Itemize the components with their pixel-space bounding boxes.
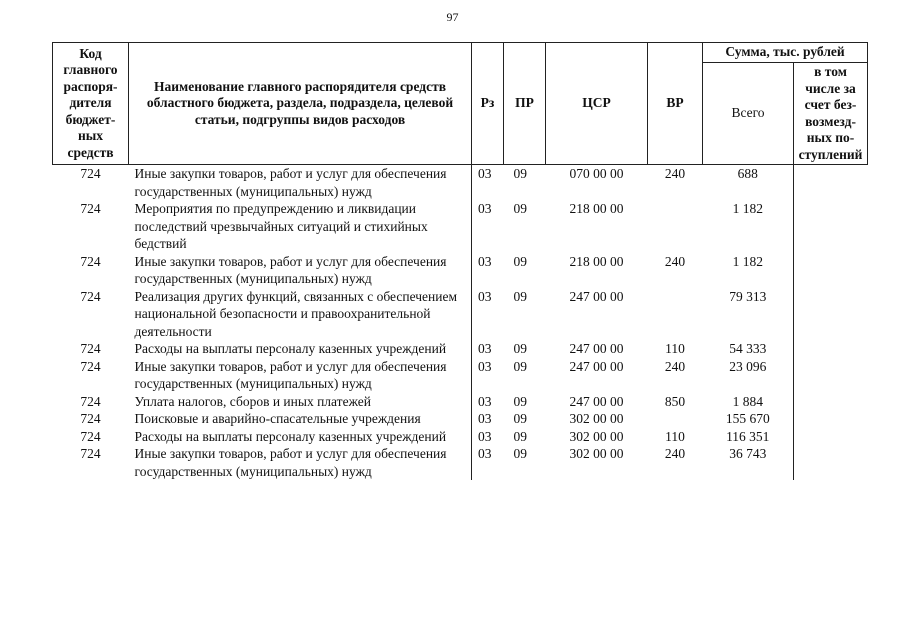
header-sum [703,43,868,63]
row-total: 1 182 [732,201,763,216]
row-code: 724 [80,341,101,356]
row-name: Уплата налогов, сборов и иных платежей [129,393,472,411]
table-row [53,165,868,201]
row-vr: 240 [664,253,686,269]
row-code: 724 [80,358,101,374]
row-csr: 302 00 00 [569,446,624,461]
row-rz: 03 [478,446,492,461]
header-sum-label: Сумма, тыс. рублей [725,44,845,60]
row-name: Иные закупки товаров, работ и услуг для обеспечения государственных (муниципальных) нужд [129,445,472,480]
table-row [53,393,868,411]
row-name: Мероприятия по предупреждению и ликвидации последствий чрезвычайных ситуаций и стихийных бедствий [129,200,472,253]
header-free [794,63,868,165]
row-rz: 03 [478,411,492,426]
row-free [794,393,868,411]
table-row [53,340,868,358]
row-vr [648,200,703,253]
row-rz: 03 [478,341,492,356]
row-rz: 03 [478,201,492,216]
row-pr: 09 [513,253,527,269]
table-row [53,428,868,446]
row-pr: 09 [513,393,527,409]
row-free [794,165,868,201]
row-vr: 240 [664,166,686,181]
row-pr: 09 [513,446,527,461]
row-code: 724 [80,253,101,269]
row-csr: 218 00 00 [569,253,624,269]
budget-table [52,42,868,480]
row-csr: 247 00 00 [569,358,624,374]
row-rz: 03 [478,253,492,269]
row-csr: 247 00 00 [569,288,624,304]
row-code: 724 [80,166,101,181]
row-total: 155 670 [725,411,770,426]
row-pr: 09 [513,358,527,374]
row-total: 79 313 [729,288,767,304]
row-pr: 09 [513,411,527,426]
header-csr-label: ЦСР [582,95,611,111]
row-name: Иные закупки товаров, работ и услуг для обеспечения государственных (муниципальных) нужд [129,358,472,393]
page-number: 97 [446,10,459,24]
row-csr: 302 00 00 [569,428,624,444]
table-row [53,200,868,253]
row-total: 54 333 [729,341,767,356]
row-csr: 218 00 00 [569,201,624,216]
row-name: Расходы на выплаты персоналу казенных учреждений [129,428,472,446]
header-free-label: в том числе за счет без-возмезд-ных по-ступлений [798,64,863,162]
row-vr: 110 [665,341,685,356]
row-code: 724 [80,411,101,426]
row-pr: 09 [513,166,527,181]
header-code-label: Код главного распоря-дителя бюджет-ных средств [63,45,118,160]
row-free [794,410,868,428]
row-code: 724 [80,201,101,216]
header-rz [472,43,504,165]
row-csr: 302 00 00 [569,411,624,426]
table-row [53,410,868,428]
row-free [794,340,868,358]
row-total: 23 096 [729,358,767,374]
row-csr: 070 00 00 [569,166,624,181]
row-name: Иные закупки товаров, работ и услуг для обеспечения государственных (муниципальных) нужд [129,253,472,288]
row-total: 1 884 [732,393,763,409]
row-name: Реализация других функций, связанных с обеспечением национальной безопасности и правоохранительной деятельности [129,288,472,341]
row-free [794,253,868,288]
row-vr: 240 [664,446,686,461]
row-code: 724 [80,288,101,304]
header-pr [504,43,546,165]
header-pr-label: ПР [515,95,534,111]
row-pr: 09 [513,288,527,304]
row-code: 724 [80,446,101,461]
table-row [53,445,868,480]
header-csr [546,43,648,165]
row-vr [648,410,703,428]
row-free [794,428,868,446]
row-rz: 03 [478,428,492,444]
header-vr [648,43,703,165]
row-pr: 09 [513,341,527,356]
row-free [794,358,868,393]
row-rz: 03 [478,166,492,181]
header-vr-label: ВР [666,95,684,111]
row-total: 36 743 [729,446,767,461]
table-row [53,253,868,288]
table-body [53,165,868,481]
row-csr: 247 00 00 [569,393,624,409]
row-vr: 240 [664,358,686,374]
row-total: 1 182 [732,253,763,269]
header-name [129,43,472,165]
row-vr: 850 [664,393,686,409]
row-code: 724 [80,393,101,409]
row-pr: 09 [513,201,527,216]
row-vr [648,288,703,341]
row-rz: 03 [478,358,492,374]
header-name-label: Наименование главного распорядителя средств областного бюджета, раздела, подраздела, целевой статьи, подгруппы видов расходов [146,78,454,127]
header-total [703,63,794,165]
table-row [53,358,868,393]
row-code: 724 [80,428,101,444]
table-header [53,43,868,165]
row-total: 688 [737,166,758,181]
row-name: Расходы на выплаты персоналу казенных учреждений [129,340,472,358]
header-code [53,43,129,165]
table-row [53,288,868,341]
row-name: Поисковые и аварийно-спасательные учреждения [129,410,472,428]
header-total-label: Всего [731,105,765,121]
row-name: Иные закупки товаров, работ и услуг для обеспечения государственных (муниципальных) нужд [129,165,472,201]
row-free [794,445,868,480]
row-total: 116 351 [726,428,770,444]
row-rz: 03 [478,288,492,304]
row-pr: 09 [513,428,527,444]
header-rz-label: Рз [480,95,495,111]
row-vr: 110 [665,428,685,444]
row-csr: 247 00 00 [569,341,624,356]
row-free [794,288,868,341]
row-rz: 03 [478,393,492,409]
row-free [794,200,868,253]
